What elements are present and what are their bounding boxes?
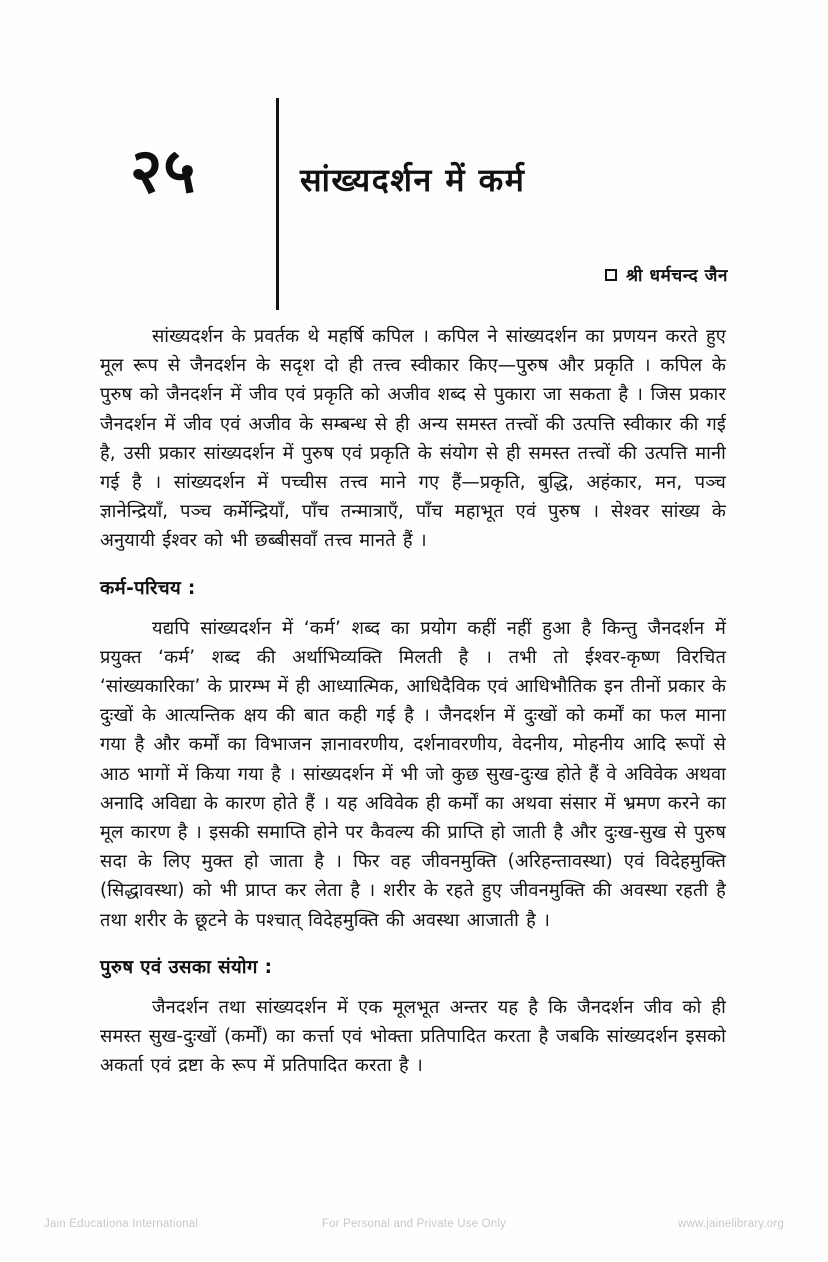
author-name: श्री धर्मचन्द जैन — [625, 266, 728, 286]
body-text-column — [100, 322, 726, 1080]
footer-left-text: Jain Educationa International — [44, 1218, 199, 1230]
square-bullet-icon — [605, 269, 617, 281]
footer-center-text: For Personal and Private Use Only — [321, 1218, 507, 1230]
page-title: सांख्यदर्शन में कर्म — [300, 161, 526, 199]
chapter-header — [100, 98, 728, 313]
footer-right-link[interactable]: www.jainelibrary.org — [677, 1218, 784, 1230]
section-2-paragraph: जैनदर्शन तथा सांख्यदर्शन में एक मूलभूत अन्तर यह है कि जैनदर्शन जीव को ही समस्त सुख-दुःखों (कर्मों) का कर्त्ता एवं भोक्ता प्रतिपादित करता है जबकि सांख्यदर्शन इसको अकर्ता एवं द्रष्टा के रूप में प्रतिपादित करता है । — [100, 996, 726, 1077]
section-1-paragraph: यद्यपि सांख्यदर्शन में ‘कर्म’ शब्द का प्रयोग कहीं नहीं हुआ है किन्तु जैनदर्शन में प्रयुक्त ‘कर्म’ शब्द की अर्थाभिव्यक्ति मिलती है । तभी तो ईश्वर-कृष्ण विरचित ‘सांख्यकारिका’ के प्रारम्भ में ही आध्यात्मिक, आधिदैविक एवं आधिभौतिक इन तीनों प्रकार के दुःखों के आत्यन्तिक क्षय की बात कही गई है । जैनदर्शन में दुःखों को कर्मों का फल माना गया है और कर्मों का विभाजन ज्ञानावरणीय, दर्शनावरणीय, वेदनीय, मोहनीय आदि रूपों से आठ भागों में किया गया है । सांख्यदर्शन में भी जो कुछ सुख-दुःख होते हैं वे अविवेक अथवा अनादि अविद्या के कारण होते हैं । यह अविवेक ही कर्मों का अथवा संसार में भ्रमण करने का मूल कारण है । इसकी समाप्ति होने पर कैवल्य की प्राप्ति हो जाती है और दुःख-सुख से पुरुष सदा के लिए मुक्त हो जाता है । फिर वह जीवनमुक्ति (अरिहन्तावस्था) एवं विदेहमुक्ति (सिद्धावस्था) को भी प्राप्त कर लेता है । शरीर के रहते हुए जीवनमुक्ति की अवस्था रहती है तथा शरीर के छूटने के पश्चात् विदेहमुक्ति की अवस्था आजाती है । — [100, 617, 726, 931]
intro-paragraph: सांख्यदर्शन के प्रवर्तक थे महर्षि कपिल । कपिल ने सांख्यदर्शन का प्रणयन करते हुए मूल रूप से जैनदर्शन के सदृश दो ही तत्त्व स्वीकार किए—पुरुष और प्रकृति । कपिल के पुरुष को जैनदर्शन में जीव एवं प्रकृति को अजीव शब्द से पुकारा जा सकता है । जिस प्रकार जैनदर्शन में जीव एवं अजीव के सम्बन्ध से ही अन्य समस्त तत्त्वों की उत्पत्ति स्वीकार की गई है, उसी प्रकार सांख्यदर्शन में पुरुष एवं प्रकृति के संयोग से ही समस्त तत्त्वों की उत्पत्ति मानी गई है । सांख्यदर्शन में पच्चीस तत्त्व माने गए हैं—प्रकृति, बुद्धि, अहंकार, मन, पञ्च ज्ञानेन्द्रियाँ, पञ्च कर्मेन्द्रियाँ, पाँच तन्मात्राएँ, पाँच महाभूत एवं पुरुष । सेश्वर सांख्य के अनुयायी ईश्वर को भी छब्बीसवाँ तत्त्व मानते हैं । — [100, 326, 726, 552]
section-heading-karma-parichay: कर्म-परिचय : — [100, 577, 196, 599]
author-byline — [605, 263, 728, 286]
page-footer — [0, 1218, 828, 1248]
chapter-number: २५ — [130, 134, 197, 207]
vertical-divider-rule — [276, 98, 279, 310]
section-heading-purush-evam-uska-sanyog: पुरुष एवं उसका संयोग : — [100, 956, 273, 978]
